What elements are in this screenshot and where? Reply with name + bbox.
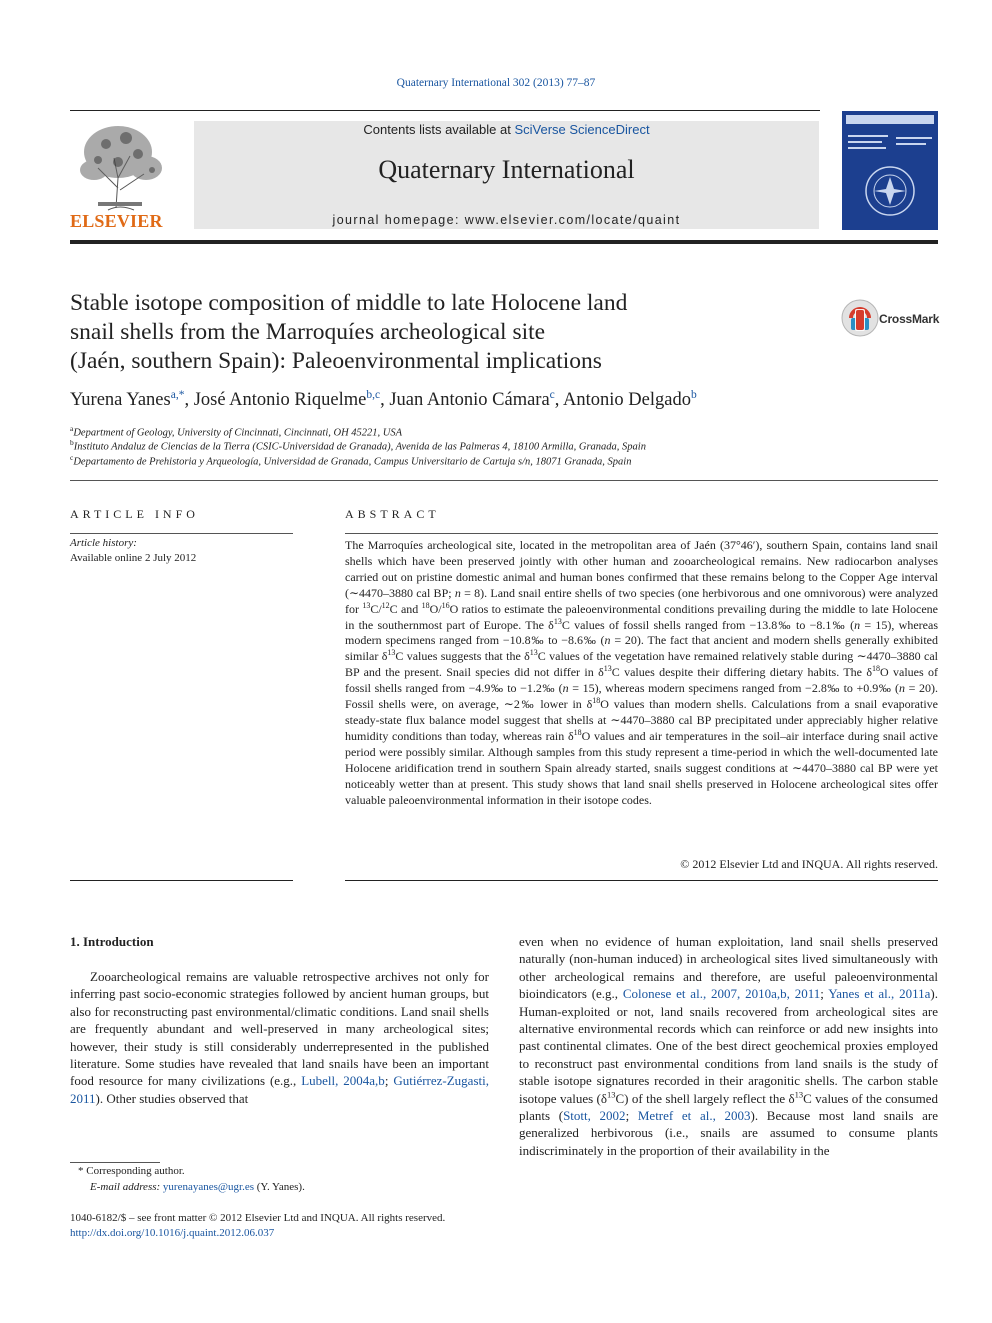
affiliation bbox=[70, 424, 950, 439]
journal-name: Quaternary International bbox=[378, 155, 635, 184]
author-name: José Antonio Riquelme bbox=[193, 390, 367, 411]
homepage-link[interactable]: www.elsevier.com/locate/quaint bbox=[464, 213, 681, 227]
corresponding-author-note: * Corresponding author. bbox=[78, 1165, 185, 1177]
article-info-bottom-rule bbox=[70, 880, 293, 881]
section-heading-introduction: 1. Introduction bbox=[70, 934, 154, 949]
citation-link[interactable]: Colonese et al., 2007, 2010a,b, 2011 bbox=[622, 986, 821, 1002]
email-suffix: (Y. Yanes). bbox=[254, 1181, 305, 1193]
email-label: E-mail address: bbox=[90, 1181, 161, 1193]
sciencedirect-link[interactable]: SciVerse ScienceDirect bbox=[514, 122, 650, 137]
title-block-rule bbox=[70, 480, 938, 481]
header-rule bbox=[70, 110, 820, 111]
affiliation-text: Departamento de Prehistoria y Arqueología, Universidad de Granada, Campus Universitario de Cartuja s/n, 18071 Granada, Spain bbox=[73, 456, 632, 468]
crossmark-label[interactable]: CrossMark bbox=[879, 312, 940, 326]
author-name: Yurena Yanes bbox=[70, 390, 171, 411]
article-history-value: Available online 2 July 2012 bbox=[70, 552, 197, 564]
title-line: snail shells from the Marroquíes archeological site bbox=[70, 319, 546, 345]
author-affiliation-mark[interactable]: a,* bbox=[170, 389, 185, 401]
citation-link[interactable]: Lubell, 2004a,b bbox=[301, 1073, 385, 1089]
author-list: Yurena Yanes$^{a,*}$, José Antonio Riquelme$^{b,c}$, Juan Antonio Cámara$^c$, Antonio Delgado$^b$ bbox=[70, 389, 697, 411]
affiliation bbox=[70, 438, 950, 453]
affiliation bbox=[70, 453, 950, 468]
contents-prefix: Contents lists available at bbox=[363, 122, 515, 137]
body-column-right bbox=[519, 933, 938, 1159]
email-link[interactable]: yurenayanes@ugr.es bbox=[162, 1181, 254, 1193]
affiliation-mark: c bbox=[70, 453, 74, 462]
citation-link[interactable]: Stott, 2002 bbox=[563, 1108, 626, 1124]
abstract-copyright: © 2012 Elsevier Ltd and INQUA. All rights reserved. bbox=[680, 857, 938, 871]
article-info-heading: ARTICLE INFO bbox=[70, 507, 199, 521]
homepage-prefix: journal homepage: bbox=[332, 213, 465, 227]
abstract-bottom-rule bbox=[345, 880, 938, 881]
affiliation-text: Department of Geology, University of Cincinnati, Cincinnati, OH 45221, USA bbox=[73, 427, 403, 439]
abstract-heading: ABSTRACT bbox=[345, 507, 440, 521]
header-thick-rule bbox=[70, 240, 938, 244]
author-name: Antonio Delgado bbox=[563, 390, 691, 411]
email-footnote bbox=[90, 1181, 305, 1193]
author-name: Juan Antonio Cámara bbox=[389, 390, 550, 411]
affiliation-mark: a bbox=[70, 424, 74, 433]
citation-link[interactable]: Yanes et al., 2011a bbox=[828, 986, 931, 1002]
citation-link[interactable]: Metref et al., 2003 bbox=[637, 1108, 751, 1124]
citation-link[interactable]: Gutiérrez-Zugasti, 2011 bbox=[70, 1073, 489, 1106]
article-title bbox=[70, 289, 770, 376]
footnote-rule bbox=[70, 1162, 160, 1163]
issn-line: 1040-6182/$ – see front matter © 2012 Elsevier Ltd and INQUA. All rights reserved. bbox=[70, 1212, 446, 1224]
contents-available-line bbox=[194, 122, 819, 137]
article-history-label: Article history: bbox=[70, 537, 137, 549]
elsevier-wordmark: ELSEVIER bbox=[70, 211, 163, 231]
abstract-sentence: The Marroquíes archeological site, located in the metropolitan area of Jaén (37°46′), southern Spain, contains land snail shells which have been preserved jointly with other human and zooarcheological remains. New radiocarbon analyses carried out on pristine domestic animal and human bones confirmed that these remains belong to the Copper Age interval (∼4470–3880 cal BP; n = 8). Land snail entire shells of two species (one herbivorous and one omnivorous) were analyzed for $^{13}$C/$^{12}$C and $^{18}$O/$^{16}$O ratios to estimate the paleoenvironmental conditions prevailing during the middle to late Holocene in the southernmost part of Europe. The $\delta^{13}C$ values of fossil shells ranged from −13.8‰ to −8.1‰ (n = 15), whereas modern specimens ranged from −10.8‰ to −8.6‰ (n = 20). The fact that ancient and modern shells generally exhibited similar $\delta^{13}C$ values suggests that the $\delta^{13}C$ values of the vegetation have remained relatively stable during ∼4470–3880 cal BP and the present. Snail species did not differ in $\delta^{13}C$ values despite their differing dietary habits. The $\delta^{18}O$ values of fossil shells ranged from −4.9‰ to −1.2‰ (n = 15), whereas modern specimens ranged from −2.8‰ to +0.9‰ (n = 20). Fossil shells were, on average, ∼2‰ lower in $\delta^{18}O$ values than modern shells. Calculations from a snail evaporative steady-state flux balance model suggest that shells at ∼4470–3880 cal BP precipitated under appreciably higher relative humidity conditions than today, whereas rain $\delta^{18}O$ values and air temperatures in the soil–air interface during snail active period were possibly similar. Although samples from this study represent a time-period in which the well-documented late Holocene aridification trend in southern Spain already started, snails suggest conditions at ∼4470–3880 cal BP were yet noticeably wetter than at present. This study shows that land snail shells preserved in Holocene archeological sites offer valuable paleoenvironmental information in their isotope codes. bbox=[345, 538, 939, 807]
author-affiliation-mark[interactable]: c bbox=[549, 389, 555, 401]
journal-cover-thumbnail[interactable] bbox=[842, 111, 938, 230]
doi-link[interactable]: http://dx.doi.org/10.1016/j.quaint.2012.06.037 bbox=[70, 1227, 275, 1239]
journal-homepage bbox=[194, 213, 819, 227]
abstract-rule bbox=[345, 533, 938, 534]
affiliation-text: Instituto Andaluz de Ciencias de la Tierra (CSIC-Universidad de Granada), Avenida de las Palmeras 4, 18100 Armilla, Granada, Spain bbox=[73, 441, 646, 453]
author-affiliation-mark[interactable]: b bbox=[690, 389, 697, 401]
body-paragraph: Zooarcheological remains are valuable retrospective archives not only for inferring past socio-economic strategies followed by ancient human groups, but also for reconstructing past environmental/climatic conditions. Land snail shells are frequently abundant and well-preserved in many archeological sites; however, their study is still considerably underrepresented in the published literature. Some studies have revealed that land snails have been an important food resource for many civilizations (e.g., Lubell, 2004a,b; Gutiérrez-Zugasti, 2011). Other studies observed that bbox=[70, 969, 489, 1106]
journal-citation[interactable]: Quaternary International 302 (2013) 77–87 bbox=[396, 77, 596, 89]
author-affiliation-mark[interactable]: b,c bbox=[366, 389, 381, 401]
affiliation-mark: b bbox=[70, 438, 74, 447]
article-info-rule bbox=[70, 533, 293, 534]
body-paragraph: even when no evidence of human exploitation, land snail shells preserved naturally (non-human induced) in archeological sites lived simultaneously with other archeological remains and therefore, are useful paleoenvironmental bioindicators (e.g., Colonese et al., 2007, 2010a,b, 2011; Yanes et al., 2011a). Human-exploited or not, land snails recovered from archeological sites are alternative environmental records which can reinforce or add new insights into past continental climates. One of the best direct geochemical proxies employed to reconstruct past environmental conditions from land snails is the study of stable isotope signatures recorded in their aragonitic shells. The carbon stable isotope values $(\delta^{13}C)$ of the shell largely reflect the $\delta^{13}C$ values of the consumed plants (Stott, 2002; Metref et al., 2003). Because most land snails are generalized herbivorous (i.e., snails are assumed to consume plants indiscriminately in the proportion of their availability in the bbox=[519, 934, 938, 1158]
title-line: Stable isotope composition of middle to late Holocene land bbox=[70, 290, 628, 316]
abstract-text bbox=[345, 538, 938, 808]
body-column-left bbox=[70, 968, 489, 1107]
title-line: (Jaén, southern Spain): Paleoenvironmental implications bbox=[70, 348, 602, 374]
